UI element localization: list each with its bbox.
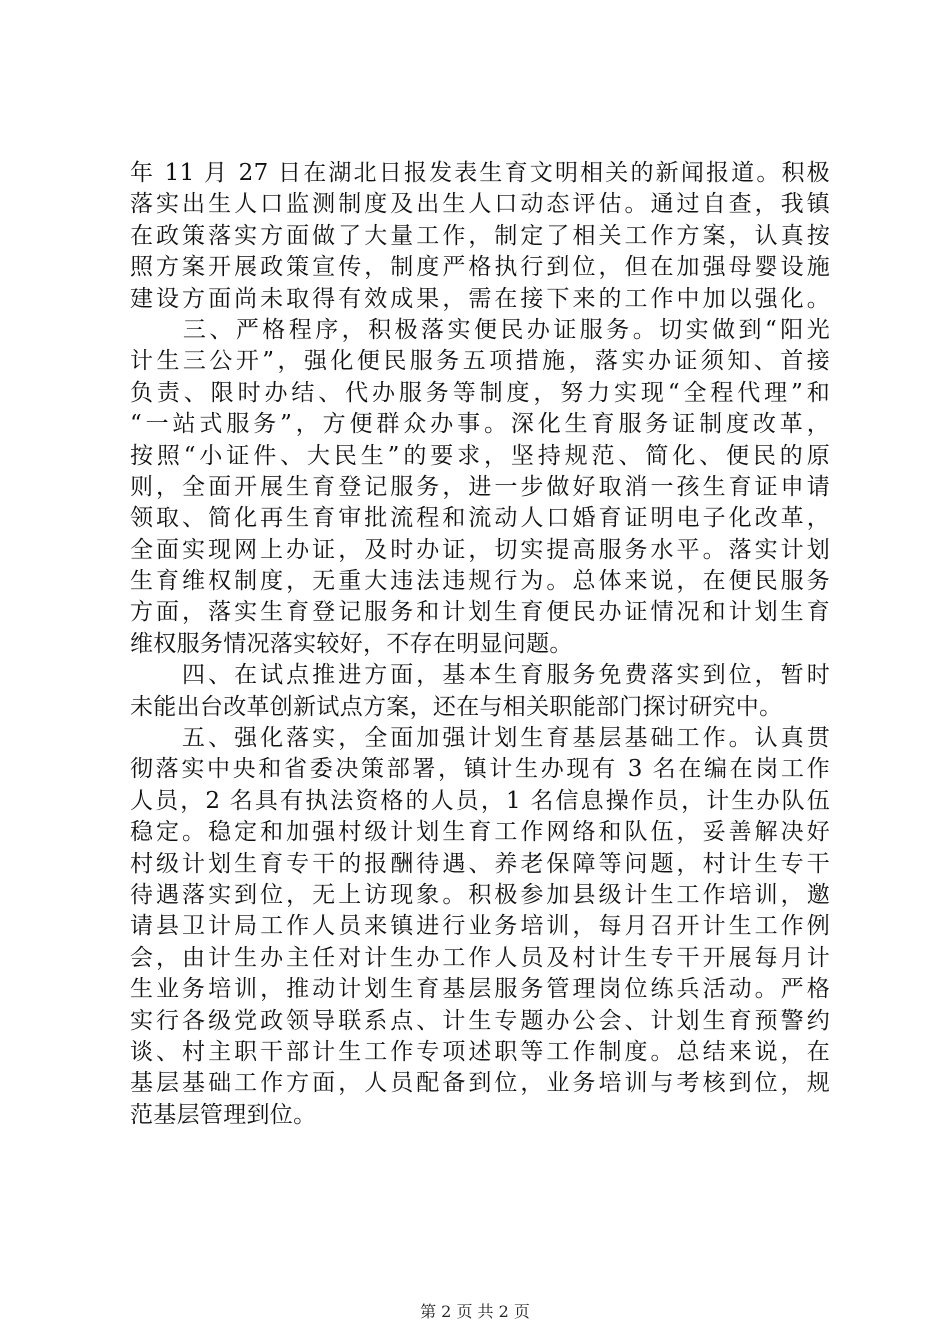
- text-line: 落实出生人口监测制度及出生人口动态评估。通过自查，我镇: [130, 191, 830, 218]
- text-line: 三、严格程序，积极落实便民办证服务。切实做到“阳光: [130, 316, 830, 343]
- text-line: 生育维权制度，无重大违法违规行为。总体来说，在便民服务: [130, 568, 830, 595]
- text-line: 年 11 月 27 日在湖北日报发表生育文明相关的新闻报道。积极: [130, 160, 830, 186]
- text-line: 则，全面开展生育登记服务，进一步做好取消一孩生育证申请: [130, 473, 830, 500]
- text-line: 村级计划生育专干的报酬待遇、养老保障等问题，村计生专干: [130, 850, 830, 877]
- text-line: 方面，落实生育登记服务和计划生育便民办证情况和计划生育: [130, 599, 830, 626]
- text-line: 在政策落实方面做了大量工作，制定了相关工作方案，认真按: [130, 222, 830, 249]
- text-line: 稳定。稳定和加强村级计划生育工作网络和队伍，妥善解决好: [130, 819, 830, 846]
- text-line: 彻落实中央和省委决策部署，镇计生办现有 3 名在编在岗工作: [130, 756, 830, 783]
- body-text-section-two: [130, 723, 830, 1131]
- text-line: 领取、简化再生育审批流程和流动人口婚育证明电子化改革，: [130, 505, 830, 532]
- text-line: 计生三公开”，强化便民服务五项措施，落实办证须知、首接: [130, 348, 830, 375]
- text-line: 四、在试点推进方面，基本生育服务免费落实到位，暂时: [130, 662, 830, 689]
- text-line: 负责、限时办结、代办服务等制度，努力实现“全程代理”和: [130, 379, 830, 406]
- text-line: 未能出台改革创新试点方案，还在与相关职能部门探讨研究中。: [130, 693, 783, 720]
- text-line: “一站式服务”，方便群众办事。深化生育服务证制度改革，: [130, 411, 830, 438]
- text-line: 谈、村主职干部计生工作专项述职等工作制度。总结来说，在: [130, 1038, 830, 1065]
- text-line: 待遇落实到位，无上访现象。积极参加县级计生工作培训，邀: [130, 881, 830, 908]
- text-line: 全面实现网上办证，及时办证，切实提高服务水平。落实计划: [130, 536, 830, 563]
- text-line: 五、强化落实，全面加强计划生育基层基础工作。认真贯: [130, 725, 830, 751]
- text-line: 实行各级党政领导联系点、计生专题办公会、计划生育预警约: [130, 1007, 830, 1034]
- body-text-section-one: [130, 158, 830, 723]
- text-line: 范基层管理到位。: [130, 1101, 317, 1128]
- text-line: 请县卫计局工作人员来镇进行业务培训，每月召开计生工作例: [130, 913, 830, 940]
- text-line: 建设方面尚未取得有效成果，需在接下来的工作中加以强化。: [130, 285, 830, 312]
- text-line: 人员，2 名具有执法资格的人员，1 名信息操作员，计生办队伍: [130, 787, 830, 814]
- text-line: 维权服务情况落实较好，不存在明显问题。: [130, 630, 573, 657]
- page-number-footer: 第 2 页 共 2 页: [420, 1302, 530, 1321]
- text-line: 基层基础工作方面，人员配备到位，业务培训与考核到位，规: [130, 1070, 830, 1097]
- text-line: 生业务培训，推动计划生育基层服务管理岗位练兵活动。严格: [130, 976, 830, 1003]
- text-line: 按照“小证件、大民生”的要求，坚持规范、简化、便民的原: [130, 442, 830, 469]
- text-line: 会，由计生办主任对计生办工作人员及村计生专干开展每月计: [130, 944, 830, 971]
- text-line: 照方案开展政策宣传，制度严格执行到位，但在加强母婴设施: [130, 254, 830, 281]
